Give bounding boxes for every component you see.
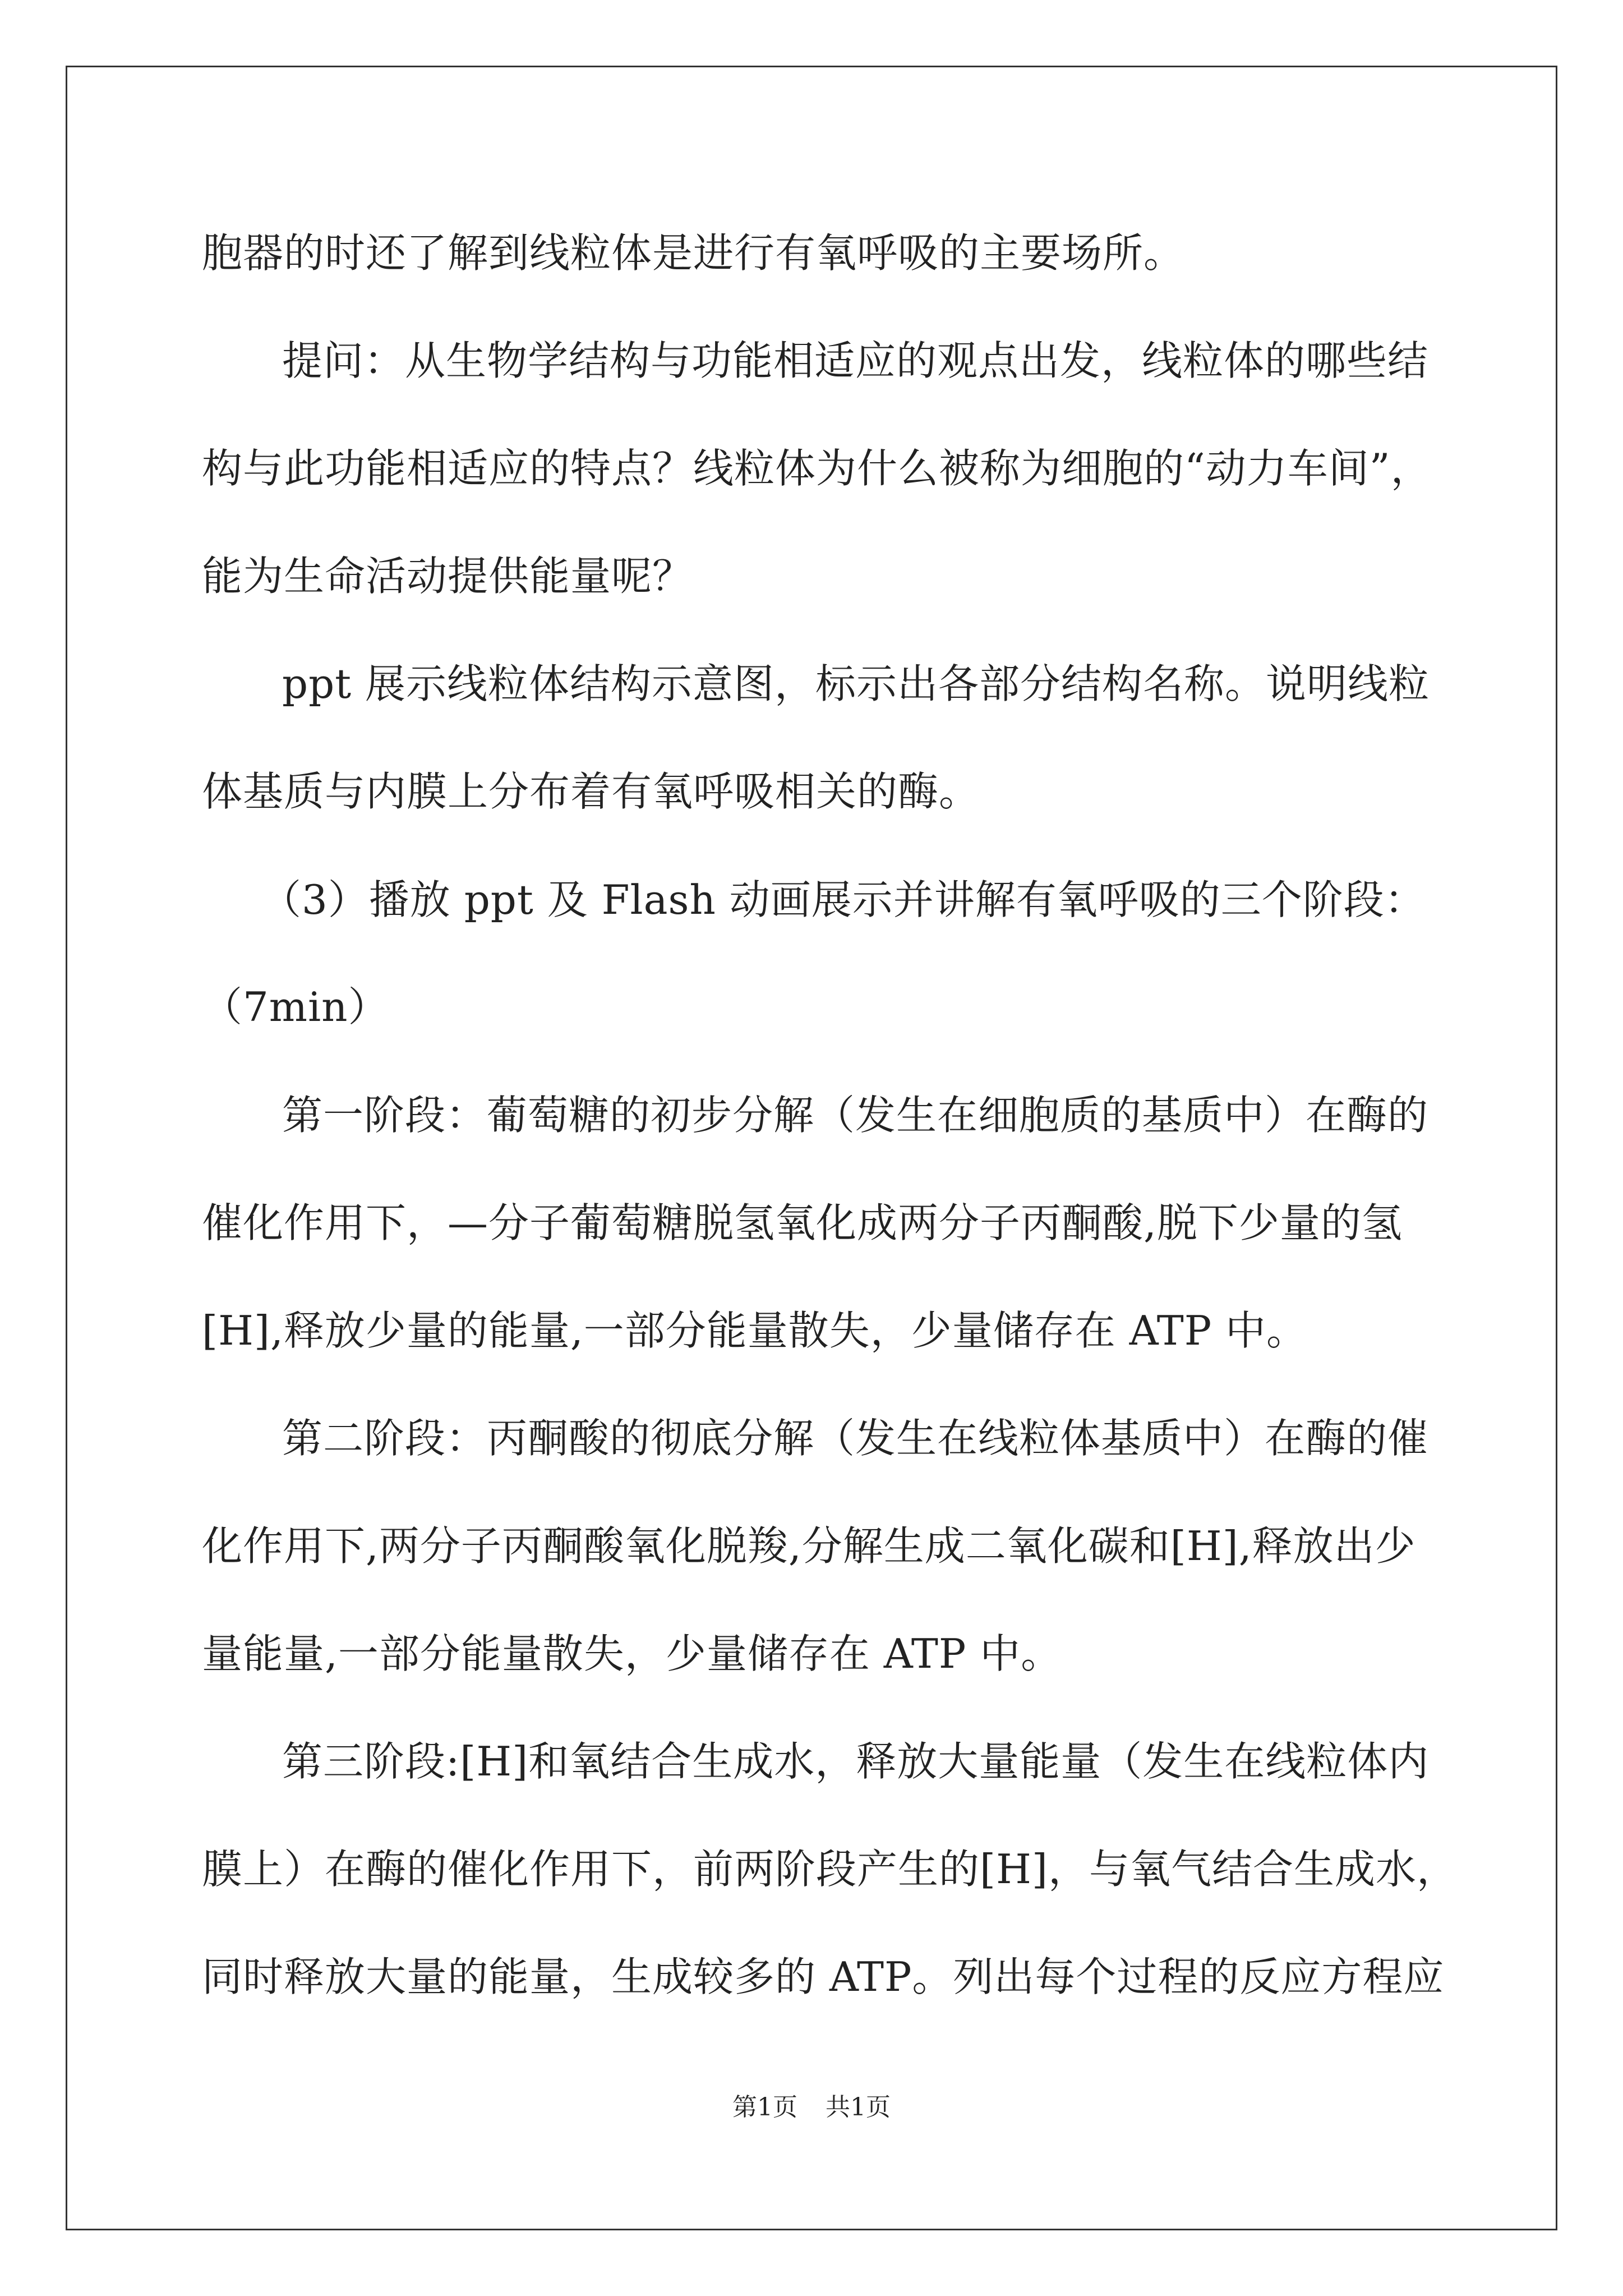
text-line: [H],释放少量的能量,一部分能量散失，少量储存在 ATP 中。 — [202, 1307, 1308, 1354]
text-line: 能为生命活动提供能量呢？ — [202, 553, 694, 600]
text-line: 第三阶段:[H]和氧结合生成水，释放大量能量（发生在线粒体内 — [282, 1738, 1430, 1785]
text-line: 第二阶段：丙酮酸的彻底分解（发生在线粒体基质中）在酶的催 — [282, 1415, 1429, 1462]
text-line: 量能量,一部分能量散失，少量储存在 ATP 中。 — [202, 1630, 1062, 1677]
text-line: 提问：从生物学结构与功能相适应的观点出发，线粒体的哪些结 — [282, 337, 1429, 384]
current-page-number: 第1页 — [732, 2093, 797, 2122]
total-pages: 共1页 — [826, 2093, 891, 2122]
text-line: 胞器的时还了解到线粒体是进行有氧呼吸的主要场所。 — [202, 229, 1185, 277]
text-line: 第一阶段：葡萄糖的初步分解（发生在细胞质的基质中）在酶的 — [282, 1092, 1429, 1139]
page-footer — [0, 2091, 1623, 2124]
text-line: 催化作用下，—分子葡萄糖脱氢氧化成两分子丙酮酸,脱下少量的氢 — [202, 1199, 1403, 1246]
text-line: 体基质与内膜上分布着有氧呼吸相关的酶。 — [202, 768, 980, 815]
text-line: 化作用下,两分子丙酮酸氧化脱羧,分解生成二氧化碳和[H],释放出少 — [202, 1522, 1416, 1570]
text-line: （7min） — [202, 983, 389, 1030]
text-line: 膜上）在酶的催化作用下，前两阶段产生的[H]，与氧气结合生成水， — [202, 1846, 1458, 1893]
page-border — [66, 66, 1557, 2230]
text-line: 同时释放大量的能量，生成较多的 ATP。列出每个过程的反应方程应 — [202, 1953, 1445, 2000]
text-line: ppt 展示线粒体结构示意图，标示出各部分结构名称。说明线粒 — [282, 660, 1430, 707]
text-line: （3）播放 ppt 及 Flash 动画展示并讲解有氧呼吸的三个阶段： — [261, 876, 1426, 923]
text-line: 构与此功能相适应的特点？线粒体为什么被称为细胞的“动力车间”， — [202, 445, 1432, 492]
